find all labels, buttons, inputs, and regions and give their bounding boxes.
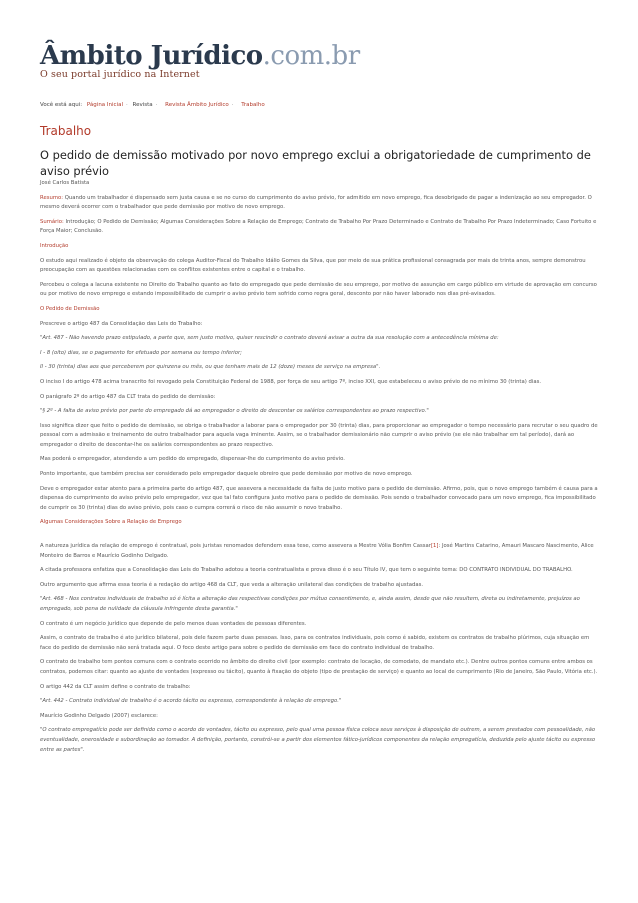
quote: "Art. 487 - Não havendo prazo estipulado, a parte que, sem justo motivo, quiser rescindir o contrato deverá avisar a outra da sua resolução com a antecedência mínima de: [40,335,499,342]
quote: "O contrato empregatício pode ser definido como o acordo de vontades, tácito ou expresso, pelo qual uma pessoa física coloca seus serviços à disposição de outrem, a serem prestados com pessoalidade, não eventualidade, onerosidade e subordinação ao tomador. A definição, portanto, constrói-se a partir dos elementos fático-jurídicos componentes da relação empregatícia, deduzida pelo ajuste tácito ou expresso entre as partes". [40,727,596,753]
quote: "Art. 468 - Nos contratos individuais de trabalho só é lícita a alteração das respectivas condições por mútuo consentimento, e, ainda assim, desde que não resultem, direta ou indiretamente, prejuízos ao empregado, sob pena de nulidade da cláusula infringente desta garantia." [40,596,580,612]
footnote-link[interactable]: [1] [430,543,439,550]
quote: "Art. 442 - Contrato individual de trabalho é o acordo tácito ou expresso, correspondente à relação de emprego." [40,698,342,705]
paragraph: A natureza jurídica da relação de emprego é contratual, pois juristas renomados defendem essa tese, como assevera a Mestre Vólia Bonfim Cassar[1]: José Martins Catarino, Amauri Mascaro Nascimento, Alice Monteiro de Barros e Maurício Godinho Delgado. [40,543,594,559]
paragraph: Mas poderá o empregador, atendendo a um pedido do empregado, dispensar-lhe do cumprimento do aviso prévio. [40,456,345,463]
article-body [40,179,598,755]
heading-introducao: Introdução [40,242,69,249]
breadcrumb: Você está aqui: Página Inicial · Revista · Revista Âmbito Jurídico · Trabalho [40,102,265,108]
paragraph: Maurício Godinho Delgado (2007) esclarece: [40,712,158,719]
breadcrumb-trabalho-link[interactable]: Trabalho [241,102,265,108]
breadcrumb-prefix: Você está aqui: [40,102,83,108]
quote: II - 30 (trinta) dias aos que perceberem por quinzena ou mês, ou que tenham mais de 12 (doze) meses de serviço na empresa". [40,364,381,371]
paragraph: O inciso I do artigo 478 acima transcrito foi revogado pela Constituição Federal de 1988, por força de seu artigo 7º, inciso XXI, que estabeleceu o aviso prévio de no mínimo 30 (trinta) dias. [40,378,542,385]
paragraph: Deve o empregador estar atento para a primeira parte do artigo 487, que assevera a necessidade da falta de justo motivo para o pedido de demissão. Afirmo, pois, que o novo emprego também é causa para a dispensa do cumprimento do aviso prévio pelo empregador, vez que tal fato configura justo motivo para o pedido de demissão. Pois sendo o trabalhador convocado para um novo emprego, fica impossibilitado de cumprir os 30 (trinta) dias do aviso prévio, pois caso o cumpra correrá o risco de não assumir o novo trabalho. [40,485,598,511]
paragraph: Assim, o contrato de trabalho é ato jurídico bilateral, pois dele fazem parte duas pessoas. Isso, para os contratos individuais, pois como é sabido, existem os contratos de trabalho plúrimos, cuja situação em face do pedido de demissão não será tratada aqui. O foco deste artigo para sobre o pedido de demissão em face do contrato individual de trabalho. [40,635,590,651]
article-title: O pedido de demissão motivado por novo emprego exclui a obrigatoriedade de cumprimento de aviso prévio [40,148,591,178]
abstract: Resumo: Quando um trabalhador é dispensado sem justa causa e se no curso do cumprimento do aviso prévio, for admitido em novo emprego, fica desobrigado de pagar a indenização ao seu empregador. O mesmo deverá ocorrer com o trabalhador que pede demissão por motivo de novo emprego. [40,194,592,211]
breadcrumb-home-link[interactable]: Página Inicial [86,102,124,108]
logo-title: Âmbito Jurídico.com.br [40,41,360,71]
paragraph: O estudo aqui realizado é objeto da observação do colega Auditor-Fiscal do Trabalho Idálio Gomes da Silva, que por meio de sua prática profissional consagrada por mais de trinta anos, sempre demonstrou preocupação com as questões relacionadas com os conflitos existentes entre o capital e o trabalho. [40,257,586,274]
breadcrumb-item-revista[interactable]: Revista [132,102,153,108]
paragraph: O artigo 442 da CLT assim define o contrato de trabalho: [40,683,191,690]
paragraph: O contrato de trabalho tem pontos comuns com o contrato ocorrido no âmbito do direito civil (por exemplo: contrato de locação, de comodato, de mandato etc.). Dentre outros pontos comuns entre ambos os contratos, podemos citar: quanto ao ajuste de vontades (expresso ou tácito), quanto à fixação do objeto (tipo de prestação de serviço) e quanto ao local de cumprimento (Rio de Janeiro, São Paulo, Vitória etc.). [40,659,598,675]
paragraph: Outro argumento que afirma essa teoria é a redação do artigo 468 da CLT, que veda a alteração unilateral das condições de trabalho ajustadas. [40,581,424,588]
summary: Sumário: Introdução; O Pedido de Demissão; Algumas Considerações Sobre a Relação de Emprego; Contrato de Trabalho Por Prazo Determinado e Contrato de Trabalho Por Prazo Indeterminado; Caso Fortuito e Força Maior; Conclusão. [40,218,597,235]
quote: "§ 2º - A falta de aviso prévio por parte do empregado dá ao empregador o direito de descontar os salários correspondentes ao prazo respectivo." [40,408,429,415]
heading-pedido: O Pedido de Demissão [40,305,100,312]
paragraph: Prescreve o artigo 487 da Consolidação das Leis do Trabalho: [40,320,203,327]
paragraph: Isso significa dizer que feito o pedido de demissão, se obriga o trabalhador a laborar para o empregador por 30 (trinta) dias, para proporcionar ao empregador o tempo necessário para recrutar o seu quadro de pessoal com a admissão e treinamento de outro trabalhador para aquela vaga iminente. Assim, se o trabalhador demissionário não cumprir o aviso prévio (se ele não trabalhar em tal período), dará ao empregador o direito de descontar-lhe os salários correspondentes ao prazo respectivo. [40,422,598,448]
logo-tagline: O seu portal jurídico na Internet [40,69,200,80]
section-title: Trabalho [40,124,92,138]
paragraph: O parágrafo 2º do artigo 487 da CLT trata do pedido de demissão: [40,393,216,400]
paragraph: Percebeu o colega a lacuna existente no Direito do Trabalho quanto ao fato do empregado que pede demissão de seu emprego, por motivo de assunção em cargo público em virtude de aprovação em concurso ou por motivo de novo emprego e estando impossibilitado de cumprir o aviso prévio tem sofrido como regra geral, desconto por não haver laborado nos dias pré-avisados. [40,281,597,298]
article-author: José Carlos Batista [40,180,90,186]
breadcrumb-revista-link[interactable]: Revista Âmbito Jurídico [165,102,229,108]
quote: I - 8 (oito) dias, se o pagamento for efetuado por semana ou tempo inferior; [40,349,242,356]
paragraph: Ponto importante, que também precisa ser considerado pelo empregador daquele obreiro que pede demissão por motivo de novo emprego. [40,471,413,478]
site-logo[interactable] [40,0,598,92]
paragraph: A citada professora enfatiza que a Consolidação das Leis do Trabalho adotou a teoria contratualista e prova disso é o seu Título IV, que tem o seguinte tema: DO CONTRATO INDIVIDUAL DO TRABALHO. [40,567,573,574]
heading-relacao-emprego: Algumas Considerações Sobre a Relação de Emprego [40,519,182,526]
paragraph: O contrato é um negócio jurídico que depende de pelo menos duas vontades de pessoas diferentes. [40,620,307,627]
